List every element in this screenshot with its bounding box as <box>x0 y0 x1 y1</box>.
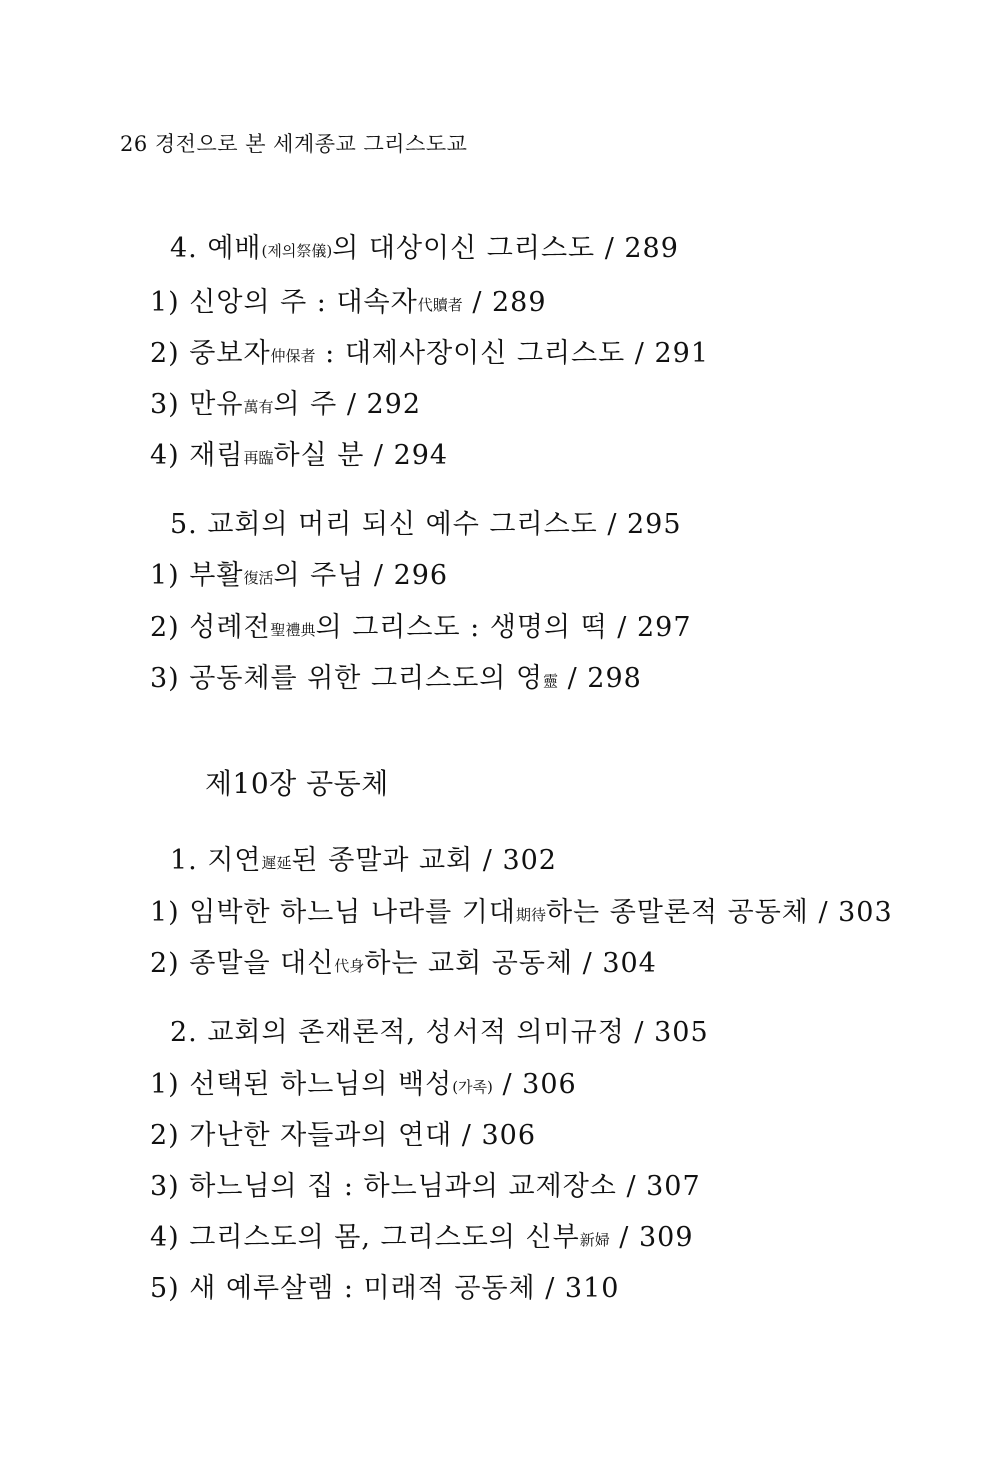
toc-item: 4) 재림再臨하실 분 / 294 <box>150 440 449 471</box>
chapter-title: 제10장 공동체 <box>205 767 389 800</box>
toc-item: 2) 성례전聖禮典의 그리스도 : 생명의 떡 / 297 <box>150 612 692 643</box>
toc-item: 2) 가난한 자들과의 연대 / 306 <box>150 1120 536 1151</box>
hanja-gloss: (제의祭儀) <box>261 242 333 260</box>
toc-item: 4) 그리스도의 몸, 그리스도의 신부新婦 / 309 <box>150 1222 694 1253</box>
section-title-rest: 의 대상이신 그리스도 / 289 <box>332 233 679 264</box>
section-heading: 2. 교회의 존재론적, 성서적 의미규정 / 305 <box>170 1017 709 1048</box>
toc-item: 2) 중보자仲保者 : 대제사장이신 그리스도 / 291 <box>150 338 710 369</box>
toc-item: 3) 하느님의 집 : 하느님과의 교제장소 / 307 <box>150 1171 701 1202</box>
section-heading: 5. 교회의 머리 되신 예수 그리스도 / 295 <box>170 509 682 540</box>
section-title: 4. 예배 <box>170 233 262 264</box>
toc-item: 1) 신앙의 주 : 대속자代贖者 / 289 <box>150 287 547 318</box>
section-heading <box>170 226 679 265</box>
toc-item: 5) 새 예루살렘 : 미래적 공동체 / 310 <box>150 1273 620 1304</box>
section-heading: 1. 지연遲延된 종말과 교회 / 302 <box>170 845 557 876</box>
toc-item: 2) 종말을 대신代身하는 교회 공동체 / 304 <box>150 948 657 979</box>
toc-item: 1) 부활復活의 주님 / 296 <box>150 560 449 591</box>
hanja-gloss: 遲延 <box>261 854 292 872</box>
toc-item: 3) 만유萬有의 주 / 292 <box>150 389 422 420</box>
toc-item: 3) 공동체를 위한 그리스도의 영靈 / 298 <box>150 663 642 694</box>
toc-item: 1) 임박한 하느님 나라를 기대期待하는 종말론적 공동체 / 303 <box>150 897 893 928</box>
toc-item: 1) 선택된 하느님의 백성(가족) / 306 <box>150 1069 577 1100</box>
running-head: 26 경전으로 본 세계종교 그리스도교 <box>120 132 468 156</box>
